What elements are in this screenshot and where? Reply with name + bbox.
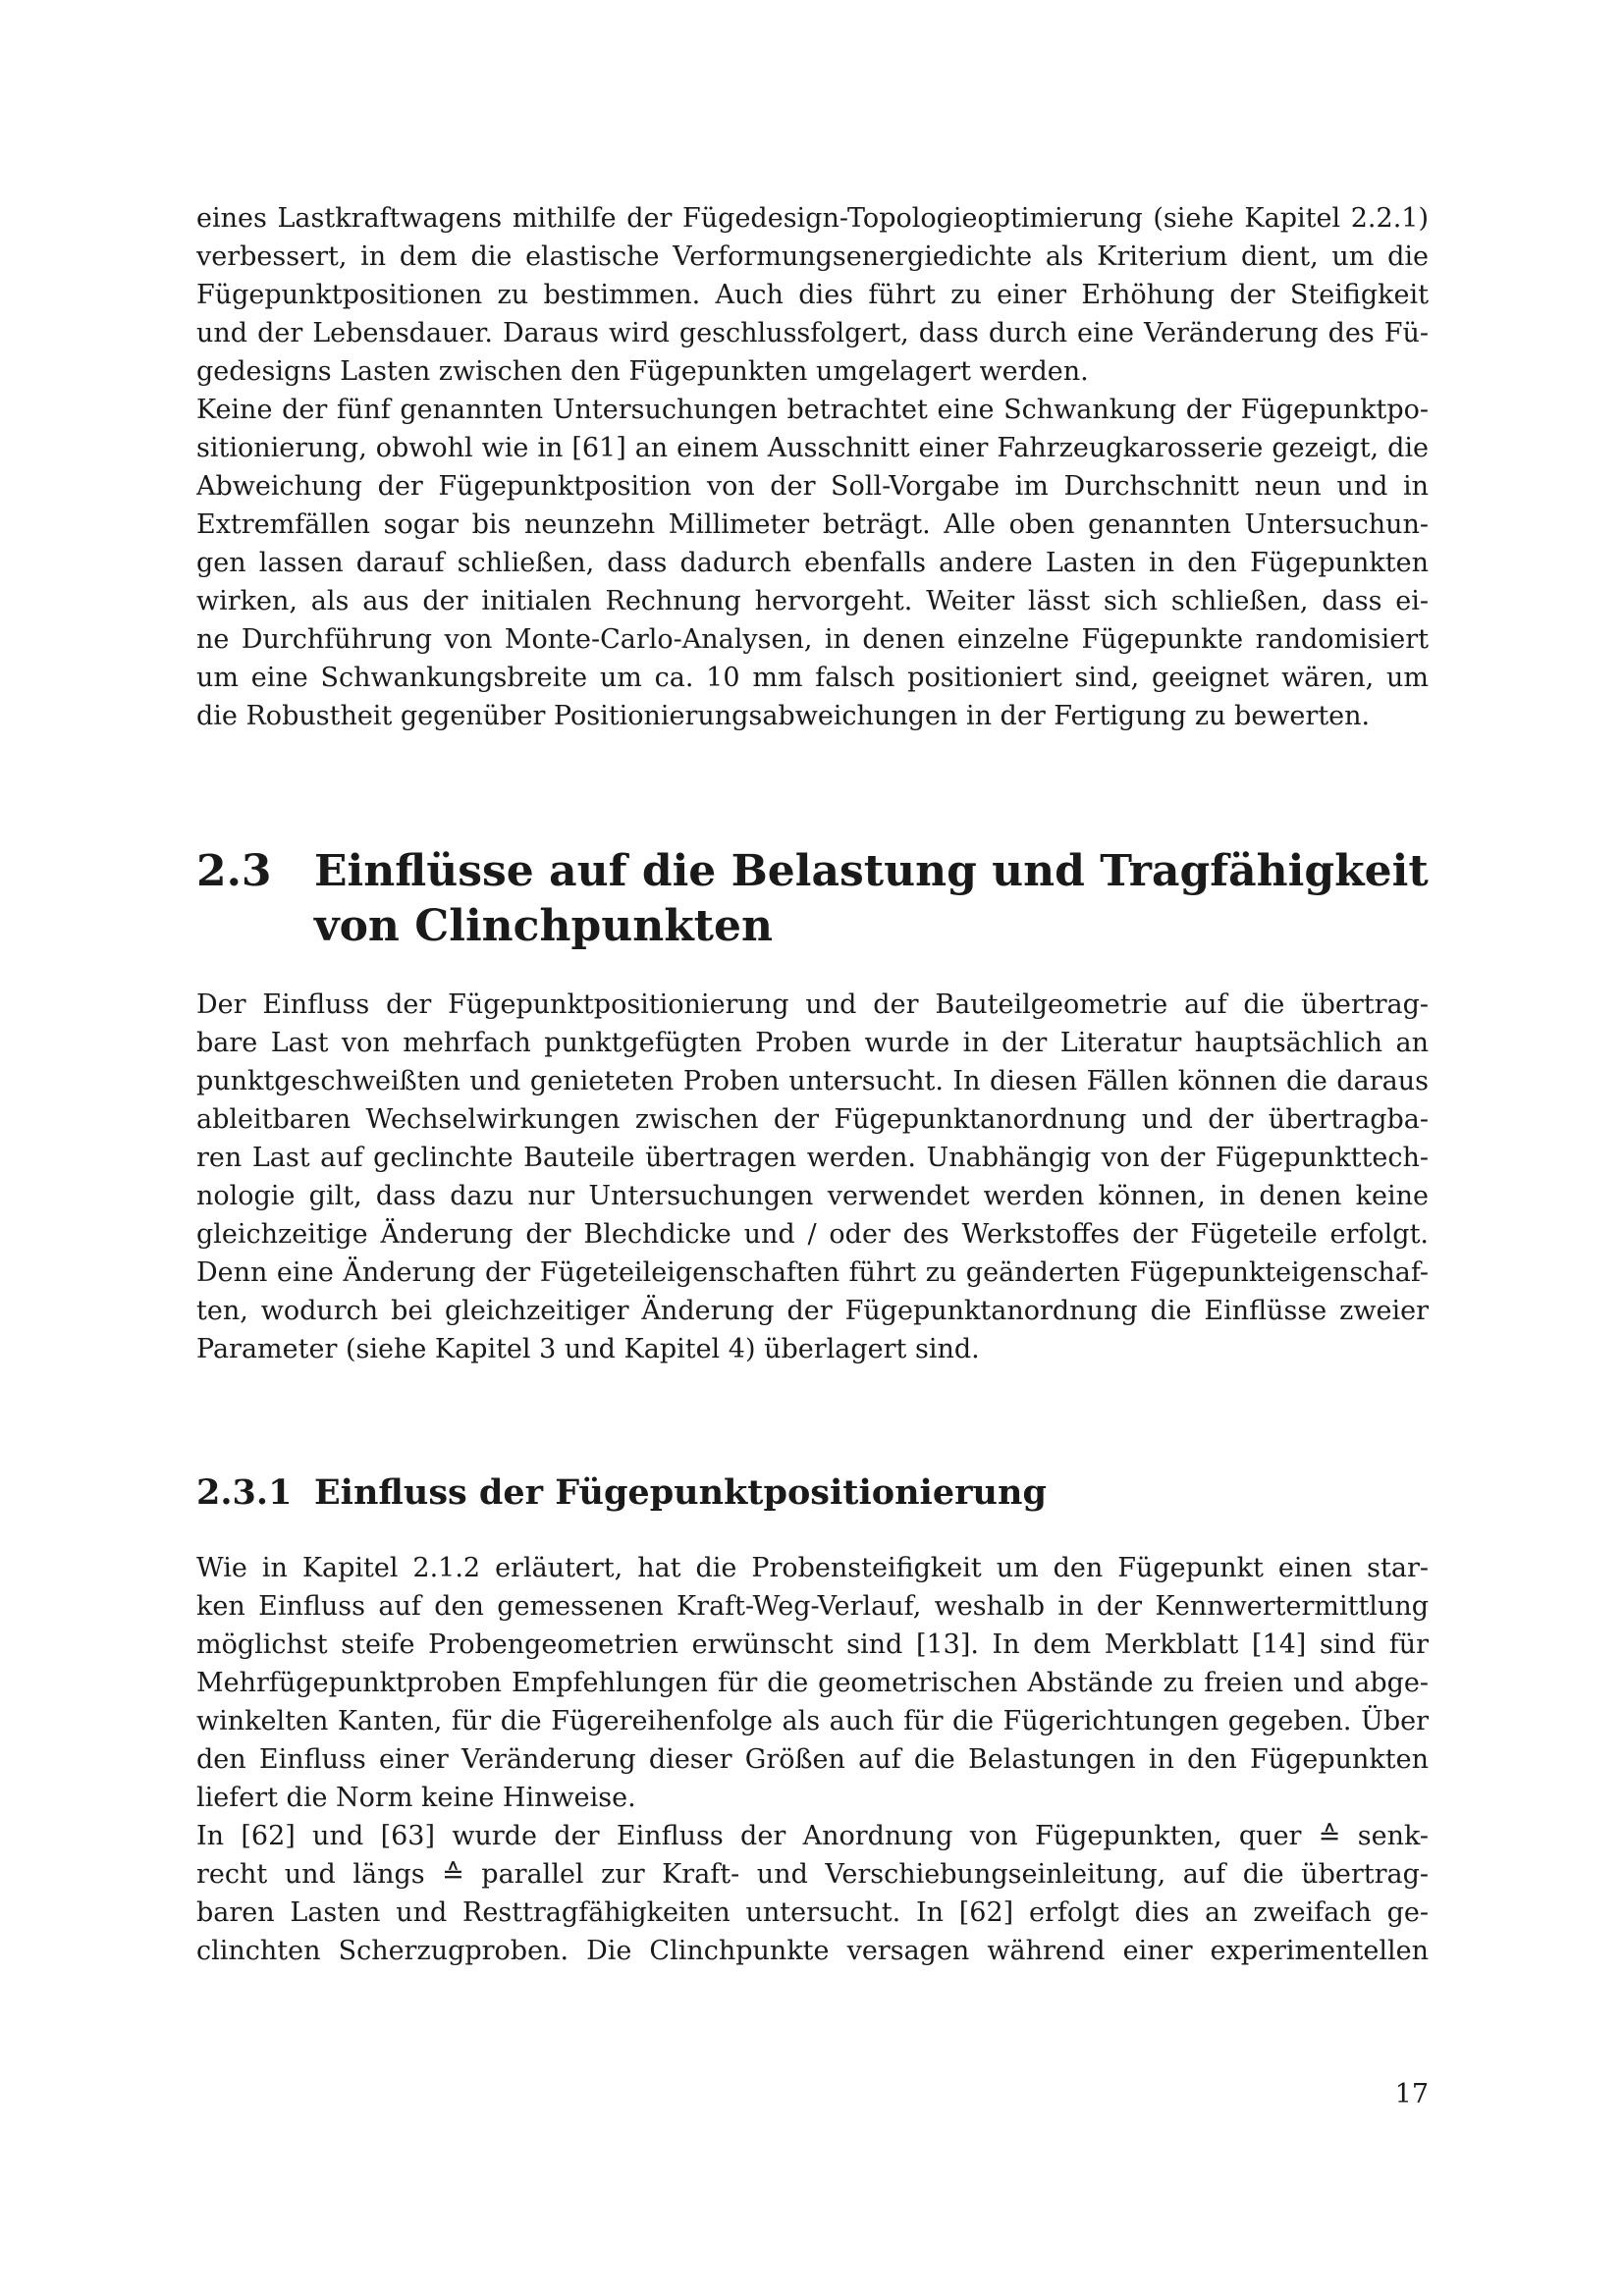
text-line: sitionierung, obwohl wie in [61] an einem Ausschnitt einer Fahrzeugkarosserie gezeigt, die bbox=[196, 433, 1429, 463]
text-line: In [62] und [63] wurde der Einfluss der Anordnung von Fügepunkten, quer ≙ senk- bbox=[196, 1821, 1429, 1851]
text-line: gleichzeitige Änderung der Blechdicke und / oder des Werkstoffes der Fügeteile erfolgt. bbox=[196, 1219, 1429, 1250]
text-line: winkelten Kanten, für die Fügereihenfolge als auch für die Fügerichtungen gegeben. Über bbox=[196, 1706, 1429, 1736]
text-line: die Robustheit gegenüber Positionierungsabweichungen in der Fertigung zu bewerten. bbox=[196, 701, 1371, 731]
paragraph-fuegepunktpositionierung bbox=[196, 1549, 1429, 1970]
text-line: gedesigns Lasten zwischen den Fügepunkten umgelagert werden. bbox=[196, 356, 1089, 387]
text-line: und der Lebensdauer. Daraus wird geschlussfolgert, dass durch eine Veränderung des Fü- bbox=[196, 318, 1429, 348]
text-line: recht und längs ≙ parallel zur Kraft- und Verschiebungseinleitung, auf die übertrag- bbox=[196, 1859, 1429, 1890]
text-line: Denn eine Änderung der Fügeteileigenschaften führt zu geänderten Fügepunkteigenschaf- bbox=[196, 1257, 1429, 1288]
text-line: Der Einfluss der Fügepunktpositionierung und der Bauteilgeometrie auf die übertrag- bbox=[196, 989, 1429, 1020]
page-number: 17 bbox=[1394, 2079, 1429, 2109]
text-line: Mehrfügepunktproben Empfehlungen für die geometrischen Abstände zu freien und abge- bbox=[196, 1668, 1429, 1698]
text-line: wirken, als aus der initialen Rechnung hervorgeht. Weiter lässt sich schließen, dass ei- bbox=[196, 586, 1429, 616]
text-line: gen lassen darauf schließen, dass dadurch ebenfalls andere Lasten in den Fügepunkten bbox=[196, 548, 1429, 578]
text-line: bare Last von mehrfach punktgefügten Proben wurde in der Literatur hauptsächlich an bbox=[196, 1028, 1429, 1058]
text-line: liefert die Norm keine Hinweise. bbox=[196, 1783, 636, 1813]
text-line: baren Lasten und Resttragfähigkeiten untersucht. In [62] erfolgt dies an zweifach ge- bbox=[196, 1897, 1429, 1928]
section-title-line: von Clinchpunkten bbox=[314, 901, 773, 951]
text-line: den Einfluss einer Veränderung dieser Größen auf die Belastungen in den Fügepunkten bbox=[196, 1744, 1429, 1775]
text-line: Keine der fünf genannten Untersuchungen betrachtet eine Schwankung der Fügepunktpo- bbox=[196, 395, 1429, 425]
text-line: Fügepunktpositionen zu bestimmen. Auch dies führt zu einer Erhöhung der Steifigkeit bbox=[196, 280, 1429, 310]
paragraph-lkw-fuegedesign bbox=[196, 199, 1429, 735]
paragraph-einfluss-bauteilgeometrie bbox=[196, 986, 1429, 1368]
text-line: ableitbaren Wechselwirkungen zwischen der Fügepunktanordnung und der übertragba- bbox=[196, 1104, 1429, 1135]
subsection-title: Einfluss der Fügepunktpositionierung bbox=[314, 1472, 1047, 1513]
text-line: Parameter (siehe Kapitel 3 und Kapitel 4) überlagert sind. bbox=[196, 1334, 980, 1364]
text-line: Abweichung der Fügepunktposition von der Soll-Vorgabe im Durchschnitt neun und in bbox=[196, 471, 1429, 502]
text-line: ten, wodurch bei gleichzeitiger Änderung der Fügepunktanordnung die Einflüsse zweier bbox=[196, 1296, 1429, 1326]
text-line: ken Einfluss auf den gemessenen Kraft-Weg-Verlauf, weshalb in der Kennwertermittlung bbox=[196, 1591, 1429, 1622]
text-line: ren Last auf geclinchte Bauteile übertragen werden. Unabhängig von der Fügepunkttech- bbox=[196, 1143, 1429, 1173]
section-number: 2.3 bbox=[196, 846, 272, 896]
text-line: nologie gilt, dass dazu nur Untersuchungen verwendet werden können, in denen keine bbox=[196, 1181, 1429, 1211]
text-line: punktgeschweißten und genieteten Proben untersucht. In diesen Fällen können die daraus bbox=[196, 1066, 1429, 1096]
subsection-number: 2.3.1 bbox=[196, 1472, 293, 1513]
text-line: Wie in Kapitel 2.1.2 erläutert, hat die Probensteifigkeit um den Fügepunkt einen star- bbox=[196, 1553, 1429, 1583]
text-line: eines Lastkraftwagens mithilfe der Fügedesign-Topologieoptimierung (siehe Kapitel 2.2.1) bbox=[196, 203, 1429, 234]
text-line: verbessert, in dem die elastische Verformungsenergiedichte als Kriterium dient, um die bbox=[196, 241, 1429, 272]
section-heading bbox=[196, 844, 1429, 954]
text-line: clinchten Scherzugproben. Die Clinchpunkte versagen während einer experimentellen bbox=[196, 1936, 1429, 1966]
text-line: Extremfällen sogar bis neunzehn Millimeter beträgt. Alle oben genannten Untersuchun- bbox=[196, 509, 1429, 540]
section-title-line: Einflüsse auf die Belastung und Tragfähigkeit bbox=[314, 846, 1429, 896]
text-line: möglichst steife Probengeometrien erwünscht sind [13]. In dem Merkblatt [14] sind für bbox=[196, 1629, 1429, 1660]
text-line: ne Durchführung von Monte-Carlo-Analysen, in denen einzelne Fügepunkte randomisiert bbox=[196, 624, 1429, 655]
text-line: um eine Schwankungsbreite um ca. 10 mm falsch positioniert sind, geeignet wären, um bbox=[196, 663, 1429, 693]
subsection-heading bbox=[196, 1470, 1429, 1516]
